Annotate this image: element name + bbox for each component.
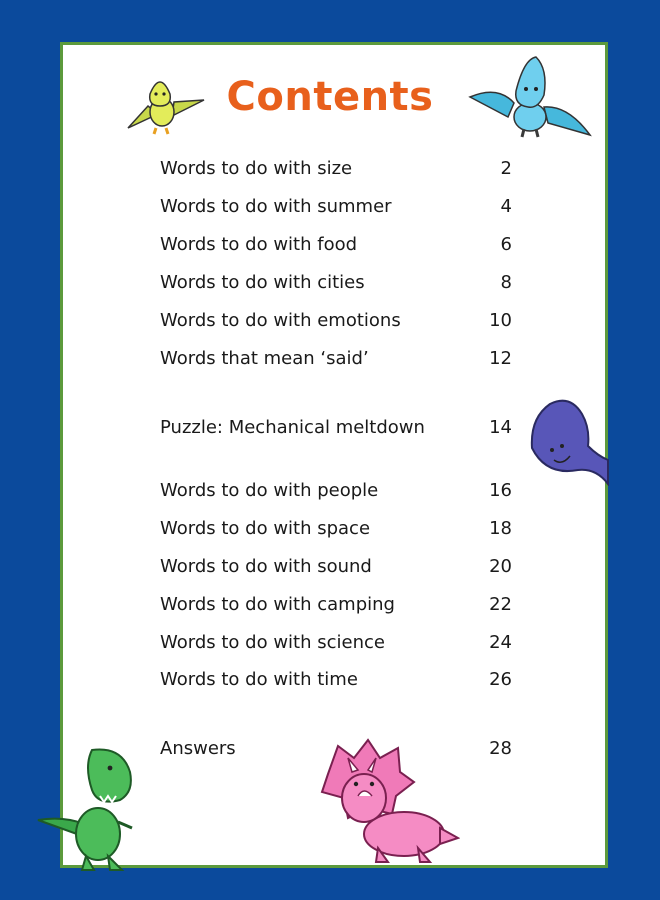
toc-entry: [160, 632, 512, 658]
purple-dinosaur-icon: [526, 398, 610, 486]
toc-entry-page: 8: [500, 272, 512, 293]
toc-entry: [160, 518, 512, 544]
toc-entry: [160, 480, 512, 506]
toc-entry: [160, 738, 512, 764]
toc-entry-page: 26: [489, 669, 512, 690]
toc-entry-label: Words that mean ‘said’: [160, 348, 369, 369]
toc-entry: [160, 669, 512, 695]
toc-entry-label: Words to do with science: [160, 632, 385, 653]
toc-entry: [160, 272, 512, 298]
yellow-pterodactyl-icon: [120, 72, 210, 136]
toc-entry: [160, 158, 512, 184]
toc-entry: [160, 417, 512, 443]
toc-entry-page: 18: [489, 518, 512, 539]
toc-entry-page: 2: [500, 158, 512, 179]
toc-entry-label: Words to do with camping: [160, 594, 395, 615]
toc-entry-page: 12: [489, 348, 512, 369]
toc-entry-label: Words to do with sound: [160, 556, 372, 577]
toc-entry-label: Words to do with food: [160, 234, 358, 255]
toc-entry-page: 6: [500, 234, 512, 255]
toc-entry: [160, 196, 512, 222]
toc-entry-page: 10: [489, 310, 512, 331]
toc-entry-page: 24: [489, 632, 512, 653]
toc-entry-label: Words to do with space: [160, 518, 371, 539]
page-title: Contents: [226, 74, 434, 120]
toc-entry-page: 4: [500, 196, 512, 217]
toc-entry-label: Words to do with people: [160, 480, 379, 501]
blue-pterodactyl-icon: [468, 55, 592, 141]
toc-entry-label: Words to do with summer: [160, 196, 392, 217]
toc-entry-label: Words to do with emotions: [160, 310, 401, 331]
toc-entry: [160, 348, 512, 374]
toc-entry-page: 14: [489, 417, 512, 438]
toc-entry-label: Words to do with size: [160, 158, 353, 179]
toc-entry: [160, 594, 512, 620]
toc-entry: [160, 556, 512, 582]
toc-entry-label: Words to do with time: [160, 669, 358, 690]
toc-entry-page: 20: [489, 556, 512, 577]
toc-entry-label: Puzzle: Mechanical meltdown: [160, 417, 425, 438]
toc-entry-page: 22: [489, 594, 512, 615]
toc-entry: [160, 234, 512, 260]
toc-entry: [160, 310, 512, 336]
green-trex-icon: [34, 746, 164, 876]
toc-entry-page: 16: [489, 480, 512, 501]
toc-entry-label: Answers: [160, 738, 236, 759]
toc-entry-label: Words to do with cities: [160, 272, 365, 293]
toc-entry-page: 28: [489, 738, 512, 759]
